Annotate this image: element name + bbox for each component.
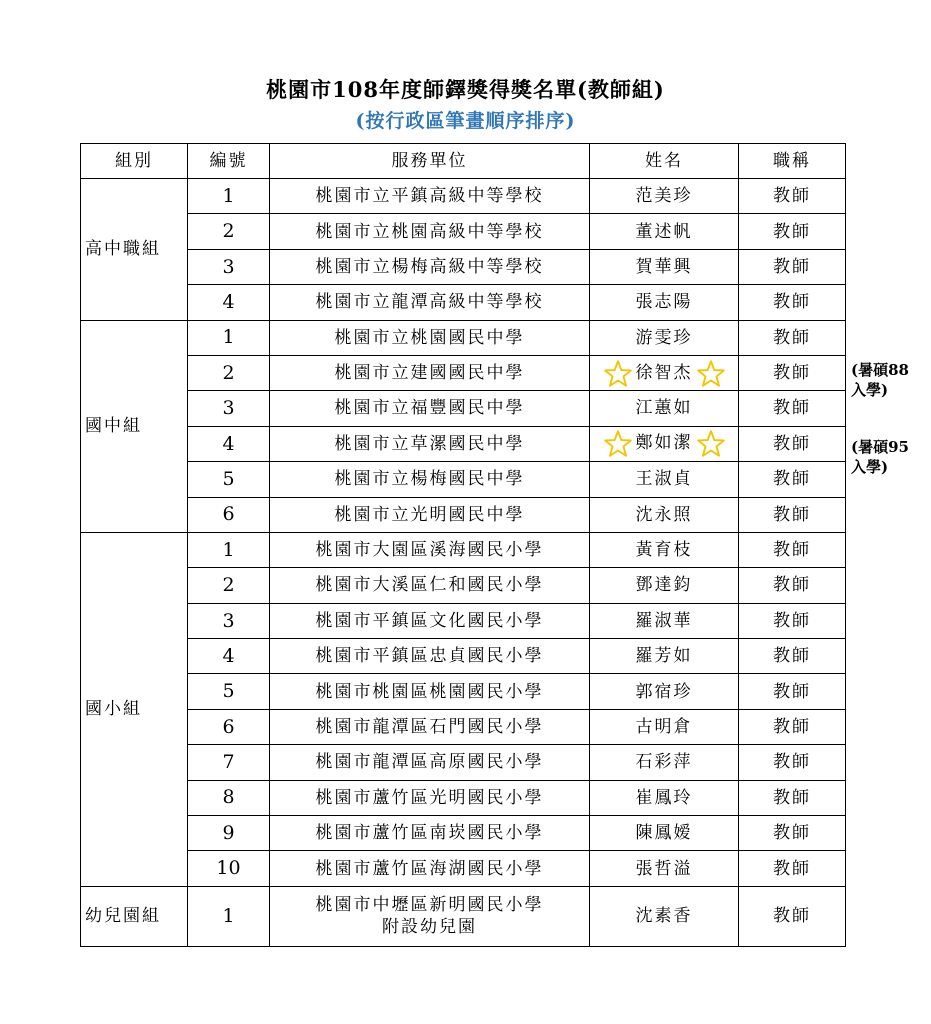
row-title: 教師	[739, 639, 846, 674]
row-title: 教師	[739, 780, 846, 815]
side-note-line: 入學)	[851, 381, 889, 399]
row-title: 教師	[739, 709, 846, 744]
table-row	[81, 214, 846, 249]
row-name: 范美珍	[590, 179, 739, 214]
row-name: 賀華興	[590, 249, 739, 284]
side-note-line: (暑碩95	[851, 438, 909, 456]
header-title: 職稱	[739, 144, 846, 179]
row-number: 4	[188, 639, 270, 674]
row-name: 王淑貞	[590, 462, 739, 497]
row-name: 崔鳳玲	[590, 780, 739, 815]
star-icon	[697, 430, 725, 457]
row-name: 江蕙如	[590, 391, 739, 426]
row-title: 教師	[739, 391, 846, 426]
row-unit: 桃園市桃園區桃園國民小學	[270, 674, 590, 709]
row-unit: 桃園市蘆竹區海湖國民小學	[270, 851, 590, 886]
header-row	[81, 144, 846, 179]
row-name: 張哲溢	[590, 851, 739, 886]
table-row	[81, 320, 846, 355]
row-title: 教師	[739, 355, 846, 390]
row-number: 4	[188, 426, 270, 461]
header-unit: 服務單位	[270, 144, 590, 179]
row-unit-line: 桃園市中壢區新明國民小學	[315, 895, 544, 916]
header-number: 編號	[188, 144, 270, 179]
star-icon	[604, 430, 632, 457]
row-name: 董述帆	[590, 214, 739, 249]
row-unit: 桃園市蘆竹區光明國民小學	[270, 780, 590, 815]
table-row	[81, 285, 846, 320]
row-unit: 桃園市立桃園高級中等學校	[270, 214, 590, 249]
group-label-elementary: 國小組	[81, 532, 188, 886]
row-name-starred	[590, 355, 739, 390]
row-unit-line: 附設幼兒園	[382, 917, 477, 938]
row-unit: 桃園市立楊梅國民中學	[270, 462, 590, 497]
row-number: 5	[188, 462, 270, 497]
row-title: 教師	[739, 179, 846, 214]
row-title: 教師	[739, 851, 846, 886]
row-number: 3	[188, 249, 270, 284]
table-row	[81, 426, 846, 461]
row-name: 古明倉	[590, 709, 739, 744]
row-name: 游雯珍	[590, 320, 739, 355]
row-name: 石彩萍	[590, 745, 739, 780]
row-number: 1	[188, 886, 270, 946]
side-note	[851, 437, 931, 477]
row-unit: 桃園市平鎮區忠貞國民小學	[270, 639, 590, 674]
side-note	[851, 360, 931, 400]
group-label-kindergarten: 幼兒園組	[81, 886, 188, 946]
page-title: 桃園市108年度師鐸獎得獎名單(教師組)	[266, 77, 665, 102]
row-title: 教師	[739, 497, 846, 532]
table-row	[81, 355, 846, 390]
row-number: 2	[188, 355, 270, 390]
table-row	[81, 851, 846, 886]
row-number: 3	[188, 603, 270, 638]
row-title: 教師	[739, 816, 846, 851]
row-number: 6	[188, 497, 270, 532]
row-name: 羅芳如	[590, 639, 739, 674]
row-name: 沈素香	[590, 886, 739, 946]
group-label-high-school: 高中職組	[81, 179, 188, 321]
header-group: 組別	[81, 144, 188, 179]
row-unit: 桃園市立龍潭高級中等學校	[270, 285, 590, 320]
row-number: 8	[188, 780, 270, 815]
row-title: 教師	[739, 249, 846, 284]
row-number: 3	[188, 391, 270, 426]
row-title: 教師	[739, 532, 846, 567]
row-title: 教師	[739, 462, 846, 497]
row-unit: 桃園市立福豐國民中學	[270, 391, 590, 426]
table-row	[81, 568, 846, 603]
row-name: 羅淑華	[590, 603, 739, 638]
row-title: 教師	[739, 285, 846, 320]
table-row	[81, 179, 846, 214]
row-unit: 桃園市蘆竹區南崁國民小學	[270, 816, 590, 851]
table-row	[81, 603, 846, 638]
header-name: 姓名	[590, 144, 739, 179]
row-number: 5	[188, 674, 270, 709]
row-title: 教師	[739, 674, 846, 709]
table-row	[81, 249, 846, 284]
row-unit: 桃園市立桃園國民中學	[270, 320, 590, 355]
award-table	[80, 143, 846, 947]
row-name: 陳鳳嫒	[590, 816, 739, 851]
table-row	[81, 816, 846, 851]
row-name: 黃育枝	[590, 532, 739, 567]
row-unit: 桃園市龍潭區石門國民小學	[270, 709, 590, 744]
star-icon	[697, 360, 725, 387]
row-title: 教師	[739, 214, 846, 249]
row-title: 教師	[739, 320, 846, 355]
row-name: 沈永照	[590, 497, 739, 532]
row-unit: 桃園市平鎮區文化國民小學	[270, 603, 590, 638]
row-number: 1	[188, 179, 270, 214]
table-row	[81, 462, 846, 497]
row-number: 4	[188, 285, 270, 320]
row-unit: 桃園市大溪區仁和國民小學	[270, 568, 590, 603]
row-number: 1	[188, 320, 270, 355]
table-row	[81, 532, 846, 567]
row-number: 2	[188, 214, 270, 249]
table-row	[81, 391, 846, 426]
row-title: 教師	[739, 426, 846, 461]
row-number: 6	[188, 709, 270, 744]
table-row	[81, 780, 846, 815]
row-number: 7	[188, 745, 270, 780]
row-unit: 桃園市立光明國民中學	[270, 497, 590, 532]
row-unit: 桃園市立楊梅高級中等學校	[270, 249, 590, 284]
row-unit: 桃園市立草漯國民中學	[270, 426, 590, 461]
table-row	[81, 886, 846, 946]
table-row	[81, 674, 846, 709]
row-title: 教師	[739, 745, 846, 780]
row-name: 張志陽	[590, 285, 739, 320]
row-number: 10	[188, 851, 270, 886]
row-unit	[270, 886, 590, 946]
row-unit: 桃園市立平鎮高級中等學校	[270, 179, 590, 214]
row-title: 教師	[739, 568, 846, 603]
row-number: 2	[188, 568, 270, 603]
table-row	[81, 497, 846, 532]
row-name-starred	[590, 426, 739, 461]
row-name: 鄧達鈞	[590, 568, 739, 603]
page-subtitle: (按行政區筆畫順序排序)	[355, 110, 576, 132]
row-title: 教師	[739, 603, 846, 638]
row-name: 徐智杰	[635, 362, 693, 383]
table-row	[81, 639, 846, 674]
table-row	[81, 709, 846, 744]
row-unit: 桃園市大園區溪海國民小學	[270, 532, 590, 567]
star-icon	[604, 360, 632, 387]
row-name: 郭宿珍	[590, 674, 739, 709]
row-number: 1	[188, 532, 270, 567]
table-row	[81, 745, 846, 780]
row-unit: 桃園市龍潭區高原國民小學	[270, 745, 590, 780]
group-label-junior-high: 國中組	[81, 320, 188, 532]
row-unit: 桃園市立建國國民中學	[270, 355, 590, 390]
row-name: 鄭如潔	[635, 433, 693, 454]
side-note-line: 入學)	[851, 458, 889, 476]
row-number: 9	[188, 816, 270, 851]
row-title: 教師	[739, 886, 846, 946]
side-note-line: (暑碩88	[851, 361, 909, 379]
